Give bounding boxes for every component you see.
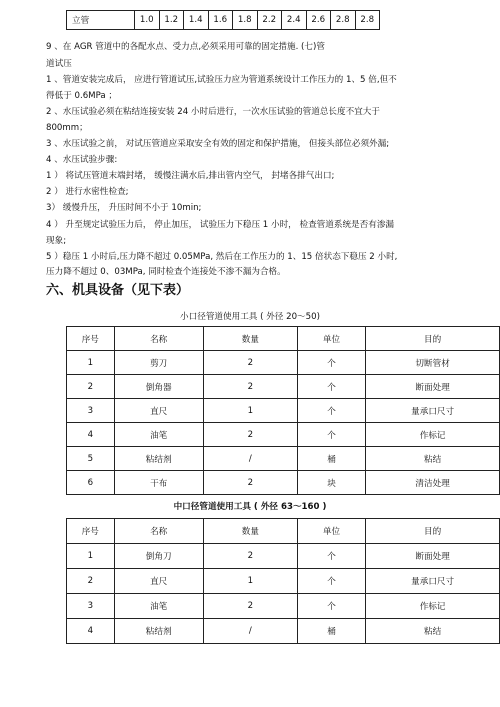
table-row: [67, 594, 500, 619]
table-cell: 1: [67, 351, 115, 375]
table-cell: 作标记: [366, 423, 500, 447]
paragraph-line: 现象;: [46, 236, 67, 246]
column-header: 目的: [366, 327, 500, 351]
column-header: 单位: [297, 519, 365, 544]
table-cell: 油笔: [114, 594, 203, 619]
table-cell: 2.4: [282, 11, 307, 30]
paragraph-line: 得低于 0.6MPa ；: [46, 91, 117, 101]
table-cell: 桶: [297, 619, 365, 644]
table-row: [67, 399, 500, 423]
table-cell: 1: [67, 544, 115, 569]
table-cell: 2: [203, 594, 297, 619]
column-header: 目的: [366, 519, 500, 544]
table-cell: 1.0: [135, 11, 160, 30]
table-cell: 个: [297, 423, 365, 447]
table-cell: 1.4: [184, 11, 209, 30]
section-heading: 六、机具设备（见下表）: [46, 283, 190, 298]
table-cell: 1.8: [233, 11, 258, 30]
table-cell: 5: [67, 447, 115, 471]
table-cell: 作标记: [366, 594, 500, 619]
row-label: 立管: [67, 11, 135, 30]
table-cell: 断面处理: [366, 375, 500, 399]
table-row: [67, 423, 500, 447]
table-cell: 倒角刀: [114, 544, 203, 569]
table-row: [67, 351, 500, 375]
table-header-row: [67, 519, 500, 544]
column-header: 序号: [67, 519, 115, 544]
table-cell: 2: [67, 569, 115, 594]
paragraph-line: 3 、水压试验之前， 对试压管道应采取安全有效的固定和保护措施， 但接头部位必须外漏;: [46, 139, 390, 149]
table-row: [67, 619, 500, 644]
table-cell: /: [203, 447, 297, 471]
table-cell: 6: [67, 471, 115, 495]
column-header: 名称: [114, 519, 203, 544]
table-cell: 个: [297, 351, 365, 375]
paragraph-line: 压力降不超过 0、03MPa, 同时检查个连接处不渗不漏为合格。: [46, 267, 286, 277]
table-cell: 直尺: [114, 569, 203, 594]
paragraph-line: 3） 缓慢升压， 升压时间不小于 10min;: [46, 203, 202, 213]
table-cell: 2.8: [331, 11, 356, 30]
table-cell: 3: [67, 594, 115, 619]
table-cell: 2.2: [257, 11, 282, 30]
table-cell: 2: [203, 471, 297, 495]
pipe-spec-table: [66, 10, 380, 30]
table-cell: 剪刀: [114, 351, 203, 375]
table-cell: 4: [67, 423, 115, 447]
paragraph-line: 1 、管道安装完成后， 应进行管道试压,试验压力应为管道系统设计工作压力的 1、5 倍,但不: [46, 75, 397, 85]
table-cell: 粘结: [366, 447, 500, 471]
table-cell: 断面处理: [366, 544, 500, 569]
paragraph-line: 道试压: [46, 59, 72, 69]
column-header: 单位: [297, 327, 365, 351]
table-row: [67, 471, 500, 495]
table-cell: 个: [297, 569, 365, 594]
paragraph-line: 800mm；: [46, 123, 88, 133]
table-cell: 1: [203, 399, 297, 423]
column-header: 序号: [67, 327, 115, 351]
paragraph-line: 2 、水压试验必须在粘结连接安装 24 小时后进行，一次水压试验的管道总长度不宜大于: [46, 107, 380, 117]
column-header: 名称: [114, 327, 203, 351]
column-header: 数量: [203, 327, 297, 351]
paragraph-line: 5 ）稳压 1 小时后,压力降不超过 0.05MPa, 然后在工作压力的 1、15 倍状态下稳压 2 小时,: [46, 252, 398, 262]
table-cell: /: [203, 619, 297, 644]
table-cell: 3: [67, 399, 115, 423]
table-cell: 1.2: [159, 11, 184, 30]
table-cell: 2.6: [306, 11, 331, 30]
table-header-row: [67, 327, 500, 351]
table-cell: 1: [203, 569, 297, 594]
medium-pipe-tools-table: [66, 518, 500, 644]
table-cell: 切断管材: [366, 351, 500, 375]
table-cell: 桶: [297, 447, 365, 471]
table-cell: 量承口尺寸: [366, 569, 500, 594]
column-header: 数量: [203, 519, 297, 544]
table-cell: 2: [203, 423, 297, 447]
table-cell: 4: [67, 619, 115, 644]
paragraph-line: 2 ） 进行水密性检查;: [46, 187, 129, 197]
table-cell: 倒角器: [114, 375, 203, 399]
table-cell: 清洁处理: [366, 471, 500, 495]
table-cell: 2.8: [355, 11, 380, 30]
table-caption: 小口径管道使用工具 ( 外径 20～50): [180, 312, 320, 322]
table-row: [67, 544, 500, 569]
table-cell: 粘结剂: [114, 619, 203, 644]
table-cell: 干布: [114, 471, 203, 495]
table-cell: 1.6: [208, 11, 233, 30]
table-cell: 块: [297, 471, 365, 495]
table-cell: 个: [297, 375, 365, 399]
table-cell: 直尺: [114, 399, 203, 423]
table-cell: 个: [297, 594, 365, 619]
table-cell: 2: [67, 375, 115, 399]
paragraph-line: 9 、在 AGR 管道中的各配水点、受力点,必须采用可靠的固定措施. (七)管: [46, 42, 325, 52]
table-cell: 2: [203, 351, 297, 375]
small-pipe-tools-table: [66, 326, 500, 495]
table-caption: 中口径管道使用工具 ( 外径 63～160 ): [173, 502, 327, 512]
table-cell: 粘结剂: [114, 447, 203, 471]
table-cell: 油笔: [114, 423, 203, 447]
table-cell: 量承口尺寸: [366, 399, 500, 423]
table-cell: 2: [203, 544, 297, 569]
table-cell: 粘结: [366, 619, 500, 644]
table-cell: 2: [203, 375, 297, 399]
table-row: [67, 375, 500, 399]
paragraph-line: 4 、水压试验步骤:: [46, 155, 118, 165]
table-cell: 个: [297, 399, 365, 423]
paragraph-line: 4 ） 升至规定试验压力后， 停止加压， 试验压力下稳压 1 小时， 检查管道系统是否有渗漏: [46, 220, 395, 230]
table-row: [67, 569, 500, 594]
table-cell: 个: [297, 544, 365, 569]
paragraph-line: 1 ） 将试压管道末端封堵， 缓慢注满水后,排出管内空气， 封堵各排气出口;: [46, 171, 335, 181]
table-row: [67, 11, 380, 30]
table-row: [67, 447, 500, 471]
